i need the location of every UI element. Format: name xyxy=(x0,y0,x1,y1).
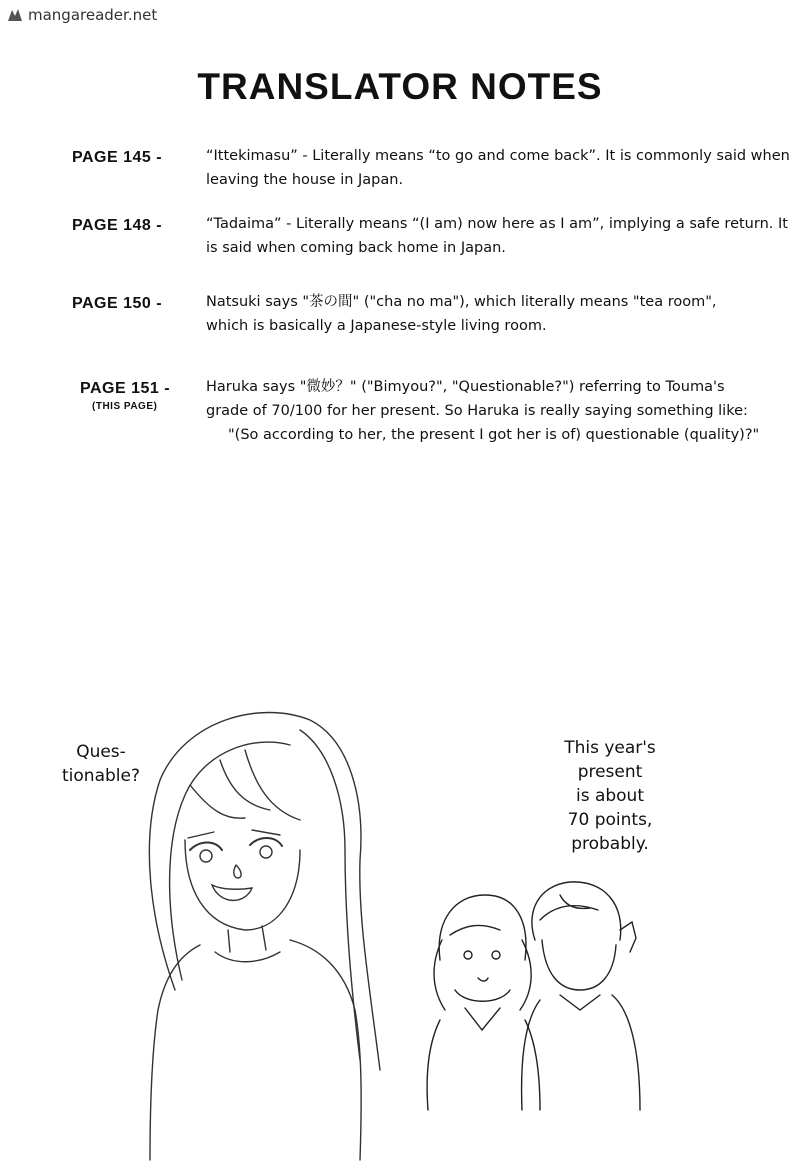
boy-figure xyxy=(522,882,640,1110)
note-text xyxy=(206,290,776,338)
note-line: Haruka says "微妙？" ("Bimyou?", "Questionable?") referring to Touma's xyxy=(206,379,725,395)
speech-line: is about xyxy=(575,786,645,806)
note-line: “Tadaima” - Literally means “(I am) now here as I am”, implying a safe return. It xyxy=(206,216,788,232)
note-line: leaving the house in Japan. xyxy=(206,172,404,188)
note-page-label: PAGE 145 - xyxy=(72,149,163,166)
note-page-label-main: PAGE 151 - xyxy=(80,380,171,397)
speech-line: tionable? xyxy=(62,766,140,786)
speech-line: This year's xyxy=(564,738,656,758)
note-page-label: PAGE 148 - xyxy=(72,217,163,234)
watermark-logo-icon xyxy=(6,7,24,23)
page-title: TRANSLATOR NOTES xyxy=(197,66,603,107)
speech-line: probably. xyxy=(571,834,649,854)
speech-line: 70 points, xyxy=(567,810,653,830)
note-line: "(So according to her, the present I got her is of) questionable (quality)?" xyxy=(228,427,760,443)
note-page-label xyxy=(80,377,200,413)
note-line: is said when coming back home in Japan. xyxy=(206,240,506,256)
watermark-text: mangareader.net xyxy=(28,6,158,24)
note-text xyxy=(206,375,776,447)
speech-line: Ques- xyxy=(76,742,126,762)
watermark xyxy=(6,6,157,24)
note-text xyxy=(206,144,790,192)
note-line: grade of 70/100 for her present. So Haruka is really saying something like: xyxy=(206,403,748,419)
note-page-sublabel: (THIS PAGE) xyxy=(92,401,158,412)
note-line: which is basically a Japanese-style living room. xyxy=(206,318,547,334)
speech-line: present xyxy=(577,762,643,782)
girl-figure-small xyxy=(427,895,540,1110)
girl-figure-large xyxy=(149,713,380,1161)
note-text xyxy=(206,212,788,260)
note-line: Natsuki says "茶の間" ("cha no ma"), which literally means "tea room", xyxy=(206,294,717,310)
manga-illustration-icon xyxy=(0,690,800,1166)
note-page-label: PAGE 150 - xyxy=(72,295,163,312)
illustration-area xyxy=(0,690,800,1166)
note-line: “Ittekimasu” - Literally means “to go and come back”. It is commonly said when xyxy=(206,148,790,164)
